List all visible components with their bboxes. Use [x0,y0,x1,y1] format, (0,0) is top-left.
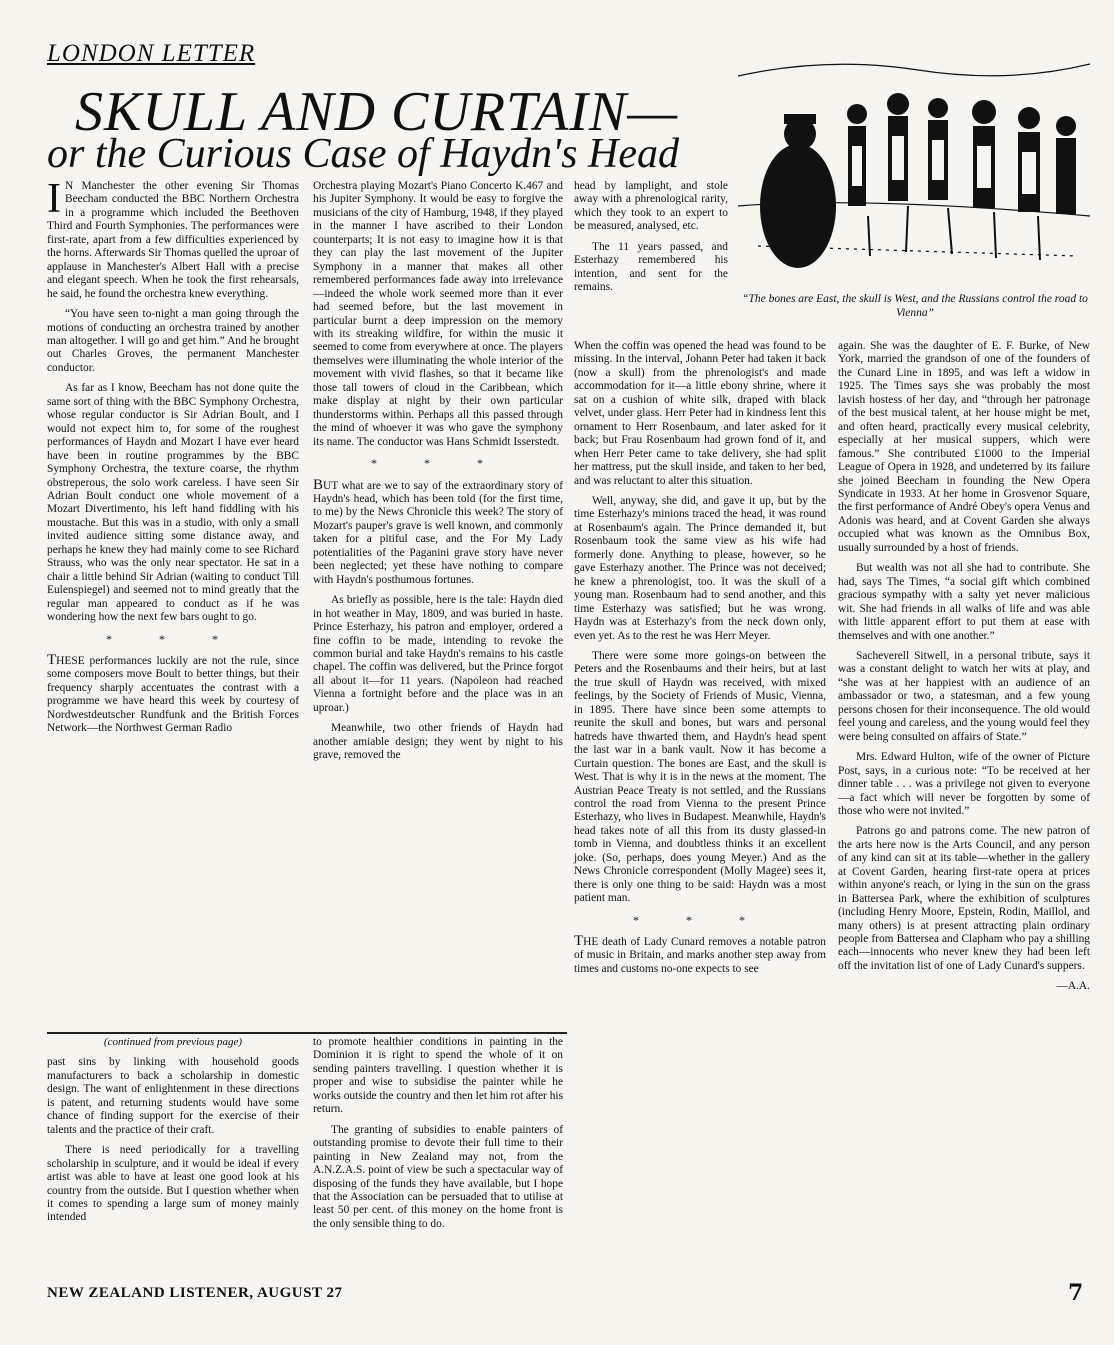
paragraph: Well, anyway, she did, and gave it up, but by the time Esterhazy's minions traced the head, it was round at Rosenbaum's again. The Prince demanded it, but Rosenbaum took the same view as his wife had formerly done. Anything to please, however, so he gave Esterhazy another. The Prince was not deceived; he knew a phrenologist, too. It was the skull of a young man. Rosenbaum had to send another, and this time Esterhazy was satisfied; but he was wrong. Haydn was at Esterhazy's from the neck down only, even yet. As to the rest he was Herr Meyer. [574,494,826,642]
section-kicker: LONDON LETTER [47,40,256,67]
paragraph-text: HESE performances luckily are not the rule, since some composers move Boult to better things, but their frequency sharply accentuates the contrast with a programme we have heard this week by courtesy of Nordwestdeutscher Rundfunk and the British Forces Network—the Northwest German Radio [47,654,299,735]
cartoon-illustration [738,56,1090,288]
page-number: 7 [1068,1280,1084,1306]
paragraph: Patrons go and patrons come. The new patron of the arts here now is the Arts Council, and any person of any kind can sit at its table—whether in the gallery at Covent Garden, hearing first-rate opera at prices within anyone's reach, or lying in the sun on the grass in Battersea Park, where the exhibition of sculptures (including Henry Moore, Epstein, Rodin, Maillol, and many others) is at present attracting plain ordinary people from Battersea and Clapham who pay a shilling each—innocents who never knew they had been left off the invitation list of one of Lady Cunard's suppers. [838,825,1090,972]
section-break: * * * [106,631,240,646]
paragraph: As briefly as possible, here is the tale: Haydn died in hot weather in May, 1809, and was buried in haste. Prince Esterhazy, his patron and employer, ordered a fine coffin to be made, intending to revoke the common burial and take Haydn's remains to his castle chapel. The coffin was delivered, but the Prince forgot all about it—for 11 years. (Napoleon had reached Vienna a fortnight before and the place was in an uproar.) [313,594,563,714]
paragraph: past sins by linking with household goods manufacturers to back a scholarship in domestic design. The want of enlightenment in these directions is patent, and returning students would have some chance of finding support for the exercise of their talents and the practice of their craft. [47,1056,299,1136]
continued-column-1 [47,1036,299,1232]
paragraph: to promote healthier conditions in painting in the Dominion it is right to spend the whole of it on sending painters travelling. I question whether it is proper and wise to subsidise the painter while he works outside the country and then let him rot after his return. [313,1036,563,1116]
paragraph: But wealth was not all she had to contribute. She had, says The Times, “a social gift which combined gracious sympathy with a salty yet never malicious wit. She had friends in all walks of life and was able with little apparent effort to put them at ease with themselves and with one another.” [838,562,1090,642]
paragraph: The granting of subsidies to enable painters of outstanding promise to devote their full time to their painting in New Zealand may not, from the A.N.Z.A.S. point of view be such a spectacular way of disposing of the funds they have available, but I hope that the Association can be persuaded that to utilise at least 50 per cent. of this money on the home front is the only sensible thing to do. [313,1123,563,1230]
initial-letter: B [313,476,324,493]
paragraph: When the coffin was opened the head was found to be missing. In the interval, Johann Peter had taken it back (now a skull) from the phrenologist's and made accommodation for it—a little ebony shrine, where it sat on a cushion of white silk, draped with black velvet, under glass. Herr Peter had in kindness lent this ornament to Herr Rosenbaum, and later asked for it back; but Frau Rosenbaum had grown fond of it, and when Herr Peter came to take delivery, she had split her mattress, put the skull inside, and taken to her bed, and was reluctant to alter this situation. [574,340,826,487]
paragraph-text: UT what are we to say of the extraordinary story of Haydn's head, which has been told (for the first time, to me) by the News Chronicle this week? The story of Mozart's pauper's grave is well known, and commonly taken for a pitiful case, and the For My Lady potentialities of the Paganini grave story have never been neglected; yet these have nothing to compare with Haydn's posthumous fortunes. [313,479,563,586]
continued-column-2 [313,1036,563,1238]
paragraph: head by lamplight, and stole away with a phrenological rarity, which they took to an expert to be measured, analysed, etc. [574,180,728,233]
paragraph: Meanwhile, two other friends of Haydn had another amiable design; they went by night to his grave, removed the [313,722,563,762]
column-2 [313,180,563,770]
paragraph: There were some more goings-on between the Peters and the Rosenbaums and their heirs, but at last the true skull of Haydn was received, with mixed feelings, by the Society of Friends of Music, Vienna, in 1895. There have since been some attempts to reunite the skull and bones, but wars and personal hatreds have thwarted them, and Haydn's head spent the last war in a bank vault. Now it has become a Curtain question. The bones are East, and the skull is West. That is why it is in the news at the moment. The Austrian Peace Treaty is not settled, and the Russians control the road from Vienna to the present Prince Esterhazy, who lives in Budapest. Meanwhile, Haydn's head takes note of all this from its dusty glassed-in tomb in Vienna, and doubtless thinks it an excellent joke. (So, perhaps, does young Meyer.) And as the News Chronicle correspondent (Molly Magee) sees it, there is only one thing to be said: Haydn was a most patient man. [574,649,826,905]
opening-paragraph [47,176,299,301]
drop-cap: I [47,176,61,222]
continued-label: (continued from previous page) [103,1036,243,1048]
paragraph: again. She was the daughter of E. F. Burke, of New York, married the grandson of one of the founders of the Cunard Line in 1895, and was left a widow in 1925. The Times says she was probably the most lavish hostess of her day, and “through her patronage of the best musical talent, at her house might be met, and often heard, practically every musical celebrity, especially at her musical suppers, which were famous.” She contributed £1000 to the Imperial League of Opera in 1928, and undeterred by its failure she joined Beecham in founding the New Opera Syndicate in 1933. At her home in Grosvenor Square, the first performance of André Obey's opera Venus and Adonis was heard, and at Covent Garden she always occupied what was known as the Omnibus Box, usually surrounded by a host of friends. [838,340,1090,554]
column-3-top [574,180,728,302]
paragraph [313,476,563,588]
headline: SKULL AND CURTAIN— [75,81,679,143]
paragraph: The 11 years passed, and Esterhazy remembered his intention, and sent for the remains. [574,240,728,294]
column-1 [47,176,299,743]
paragraph: Mrs. Edward Hulton, wife of the owner of Picture Post, says, in a curious note: “To be received at her dinner table . . . was a privilege not given to everyone—a fact which will never be forgotten by some of those who were not invited.” [838,751,1090,817]
paragraph-text: HE death of Lady Cunard removes a notable patron of music in Britain, and marks another step away from times and customs no-one expects to see [574,936,826,975]
section-divider [47,1032,567,1034]
subheadline: or the Curious Case of Haydn's Head [47,131,679,177]
paragraph: Sacheverell Sitwell, in a personal tribute, says it was a constant delight to watch her wits at play, and “she was at her happiest with an audience of an ambassador or two, a statesman, and a few young persons chosen for their inconsequence. The old would feel young and careless, and the young would feel they were being consulted on affairs of State.” [838,649,1090,743]
column-4 [838,340,1090,994]
initial-letter: T [47,651,57,668]
paragraph-text: N Manchester the other evening Sir Thomas Beecham conducted the BBC Northern Orchestra in a programme which included the Beethoven Third and Fourth Symphonies. The performances were first-rate, apart from a few difficulties experienced by the horns. Afterwards Sir Thomas quelled the uproar of applause in Manchester's Albert Hall with a precise and elegant speech. When he took the first rehearsals, he said, he found the orchestra knew everything. [47,180,299,300]
paragraph [574,935,826,976]
illustration-caption: “The bones are East, the skull is West, and the Russians control the road to Vienna” [742,293,1088,319]
paragraph: “You have seen to-night a man going through the motions of conducting an orchestra trained by another man altogether. I will go and get him.” And he brought out Charles Groves, the permanent Manchester conductor. [47,308,299,374]
masthead-footer: NEW ZEALAND LISTENER, AUGUST 27 [47,1285,343,1301]
section-break: * * * [371,456,505,471]
paragraph: As far as I know, Beecham has not done quite the same sort of thing with the BBC Symphony Orchestra, whose regular conductor is Sir Adrian Boult, and I would not expect him to, for some of the roughest performances of Haydn and Mozart I have ever heard have been in routine programmes by the BBC Symphony Orchestra, the texture coarse, the rhythm obstreperous, the solo work careless. I have seen Sir Adrian Boult conduct one whole movement of a Mozart Divertimento, his left hand fiddling with his moustache. But this was in a studio, with only a small invited audience sitting some distance away, and perhaps he knew they had mainly come to see Richard Strauss, who was the only near spectator. He sat in a chair a little behind Sir Adrian (waiting to conduct Till Eulenspiegel) and seemed not to mind greatly that the regular man appeared to conduct as if he was wondering how the next few bars ought to go. [47,382,299,624]
column-3 [574,340,826,983]
paragraph [47,651,299,736]
initial-letter: T [574,933,584,950]
paragraph: There is need periodically for a travelling scholarship in sculpture, and it would be ideal if every artist was able to have at least one good look at his country from the outside. But I question whether when it comes to spending a large sum of money mainly intended [47,1144,299,1224]
paragraph: Orchestra playing Mozart's Piano Concerto K.467 and his Jupiter Symphony. It would be easy to forgive the musicians of the city of Hamburg, 1948, if they played in the manner I have ascribed to their London counterparts; It is not easy to imagine how it is that they can play the last movement of the Jupiter Symphony in a manner that makes all other remembered performances fade away into irrelevance—indeed the whole work seemed more than it ever had seemed before, but the last movement in particular burnt a deep impression on the memory with its streaking wildfire, for within the music it seemed to come from everywhere at once. The players themselves were illuminating the whole interior of the movement with vivid flashes, so that it became like those tall towers of cloud in the Caribbean, which make display at night by their own particular thunderstorms within. Perhaps all this passed through the mind of whoever it was who gave the symphony its name. The conductor was Hans Schmidt Isserstedt. [313,180,563,448]
author-signature: —A.A. [1056,980,1090,993]
section-break: * * * [633,912,767,927]
